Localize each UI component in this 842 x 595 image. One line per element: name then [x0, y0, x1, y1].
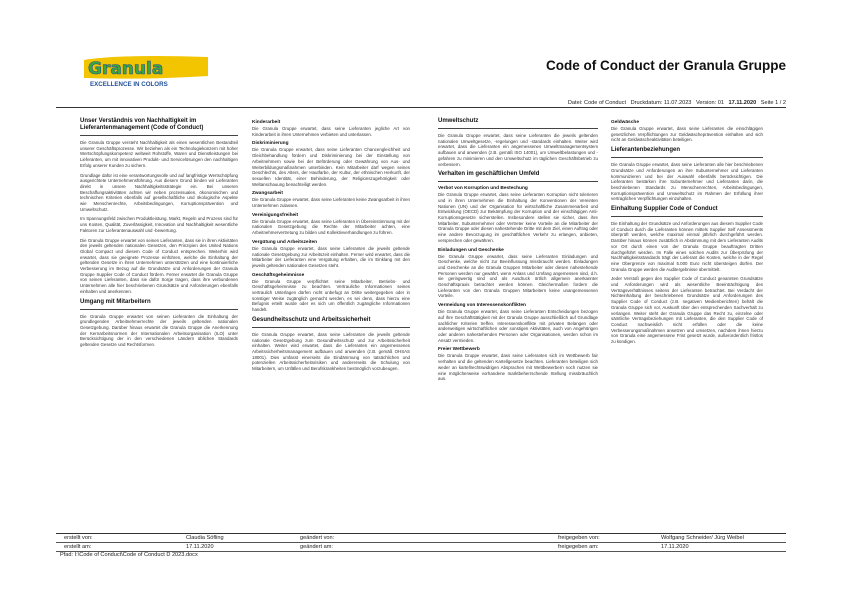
paragraph: Die Granula Gruppe erwartet, dass seine Lieferanten die jeweils geltende nationale Gesetzgebung zum Gesundheitsschutz und zur Arbeitssicherheit einhalten. Weiter wird erwartet, dass die Lieferanten ein angemessenes Arbeitssicherheitsmanagement aufbauen und anwenden (z.B. gemäß OHSAS 18001). Dies umfasst einerseits die Eindämmung von tatsächlichen und potenziellen Arbeitssicherheitsrisiken und andererseits die Schulung von Mitarbeitern, um Unfällen und Berufskrankheiten bestmöglich vorzubeugen.: [252, 331, 410, 372]
section-heading: Lieferantenbeziehungen: [611, 147, 763, 158]
table-cell: Claudia Söfling: [186, 535, 224, 541]
paragraph: Die Granula Gruppe erwartet, dass seine Lieferanten die jeweils geltende nationale Gesetzgebung zur Arbeitszeit einhalten. Ferner wird erwartet, dass die Mitarbeiter der Lieferanten eine Vergütung erhalten, die im Einklang mit den jeweils geltenden nationalen Gesetzen steht.: [252, 245, 410, 268]
paragraph: Die Granula Gruppe erwartet von seinen Lieferanten die Einhaltung der grundlegenden Arbeitnehmerrechte der jeweils geltenden nationalen Gesetzgebung. Darüber hinaus erwartet die Granula Gruppe die Anerkennung der Kernarbeitsnormen der Internationalen Arbeitsorganisation (ILO) unter Berücksichtigung der in den verschiedenen Ländern üblichen Standards geltenden Gesetze und Rechtsformen.: [80, 313, 238, 348]
subheading: Geschäftsgeheimnisse: [252, 272, 305, 278]
meta-page: Seite 1 / 2: [760, 100, 786, 106]
section-heading: Umgang mit Mitarbeitern: [80, 299, 238, 310]
paragraph: Die Granula Gruppe erwartet, dass seine Lieferanten Chancengleichheit und Gleichbehandlung fördern und Diskriminierung bei der Einstellung von Arbeitnehmern sowie bei der Beförderung oder Gewährung von Aus- und Weiterbildungsmaßnahmen unterbinden. Kein Mitarbeiter darf wegen seines Geschlechts, des Alters, der Hautfarbe, der Kultur, der ethnischen Herkunft, der sexuellen Identität, einer Behinderung, der Religionszugehörigkeit oder Weltanschauung benachteiligt werden.: [252, 147, 410, 187]
table-row: [56, 543, 786, 552]
logo-wordmark: Granula: [88, 59, 164, 79]
section-heading: Verhalten im geschäftlichen Umfeld: [438, 171, 598, 182]
paragraph: Die Granula Gruppe erwartet, dass seine Lieferanten alle hier beschriebenen Grundsätze und Anforderungen an ihre Subunternehmer und Lieferanten kommunizieren und bei der Auswahl ebenfalls berücksichtigen. Die Lieferanten bestärken ihre Subunternehmer und Lieferanten darin, die beschriebenen Standards zu Menschenrechten, Arbeitsbedingungen, Korruptionsprävention und Umweltschutz im Rahmen der Erfüllung ihrer vertraglichen Verpflichtungen einzuhalten.: [611, 162, 763, 202]
table-cell: erstellt am:: [64, 544, 92, 550]
table-cell: geändert von:: [300, 535, 335, 541]
table-cell: [418, 534, 550, 542]
table-cell: [418, 543, 550, 551]
paragraph: Die Granula Gruppe versteht Nachhaltigkeit als einen wesentlichen Bestandteil unserer Geschäftsprozesse. Wir beziehen als ein Technologiekonzern mit hoher Wertschöpfungskompetenz weltweit Rohstoffe, Waren und Dienstleistungen bei Lieferanten, um mit innovativen Produkt- und Servicelösungen den nachhaltigen Erfolg unserer Kunden zu sichern.: [80, 140, 238, 168]
paragraph: Die Granula Gruppe erwartet, dass seine Lieferanten die einschlägigen gesetzlichen Verpflichtungen zur Geldwäscheprävention einhalten und sich nicht an Geldwäscheaktivitäten beteiligen.: [611, 126, 763, 143]
paragraph: Die Granula Gruppe erwartet, dass seine Lieferanten Korruption nicht tolerieren und in ihren Unternehmen die Einhaltung der Konventionen der Vereinten Nationen (UN) und der Organisation für wirtschaftliche Zusammenarbeit und Entwicklung (OECD) zur Bekämpfung der Korruption und der einschlägigen Anti-Korruptionsgesetze sicherstellen. Insbesondere stellen sie sicher, dass ihre Mitarbeiter, Subunternehmer oder Vertreter keine Vorteile an die Mitarbeiter der Granula Gruppe oder diesen nahestehende Dritte mit dem Ziel, einen Auftrag oder eine andere Bevorzugung im geschäftlichen Verkehr zu erlangen, anbieten, versprechen oder gewähren.: [438, 192, 598, 243]
table-cell: erstellt von:: [64, 535, 93, 541]
body-columns: [80, 118, 762, 530]
subheading: Einladungen und Geschenke: [438, 247, 504, 253]
table-cell: 17.11.2020: [661, 544, 689, 550]
paragraph: Grundlage dafür ist eine verantwortungsvolle und auf langfristige Wertschöpfung ausgerichtete Unternehmensführung. Aus diesem Grund binden wir Lieferanten direkt in unsere Nachhaltigkeitsstrategie ein. Bei unseren Beschaffungsaktivitäten achten wir neben prozessualen, ökonomischen und technischen Kriterien ebenfalls auf gesellschaftliche und ökologische Aspekte wie Menschenrechte, Arbeitsbedingungen, Korruptionsprävention und Umweltschutz.: [80, 172, 238, 212]
meta-print-date: Druckdatum: 11.07.2023: [630, 100, 692, 106]
paragraph: Die Granula Gruppe erwartet, dass seine Lieferanten Einladungen und Geschenke, welche nicht zur Beeinflussung missbraucht werden. Einladungen und Geschenke an die Granula Gruppen Mitarbeiter oder diesen nahestehende Personen werden nur gewährt, wenn Anlass und Umfang angemessen sind, d.h. sie geringwertig sind und als Ausdruck örtlich allgemein anerkannter Geschäftspraxis betrachtet werden können. Gleichermaßen fordern die Lieferanten von den Granula Gruppen Mitarbeitern keine unangemessenen Vorteile.: [438, 253, 598, 299]
table-cell: Wolfgang Schneider/ Jürg Weibel: [661, 535, 744, 541]
meta-version: Version: 01: [695, 100, 724, 106]
table-row: [56, 534, 786, 543]
granula-logo: [82, 54, 210, 90]
paragraph: Die Granula Gruppe erwartet, dass seine Lieferanten die jeweils geltenden nationalen Umweltgesetze, -regelungen und -standards einhalten. Weiter wird erwartet, dass die Lieferanten ein angemessenes Umweltmanagementsystem aufbauen und anwenden (z.B. gemäß ISO 14001), um Umweltbelastungen und -gefahren zu minimieren und den Umweltschutz im täglichen Geschäftsbetrieb zu verbessern.: [438, 133, 598, 167]
paragraph: Die Granula Gruppe erwartet von seinen Lieferanten, dass sie in ihren Aktivitäten den jeweils geltenden nationalen Gesetzen, den Prinzipien des United Nations Global Compact und diesem Code of Conduct entsprechen. Weiterhin wird erwartet, dass sie geeignete Prozesse einführen, welche die Einhaltung der geltenden Gesetze in ihren Unternehmen unterstützen und eine kontinuierliche Verbesserung im Bezug auf die Grundsätze und Anforderungen der Granula Gruppe Supplier Code of Conduct fördern. Ferner erwartet die Granula Gruppe von seinen Lieferanten, dass sie dafür Sorge tragen, dass ihre verbundenen Unternehmen alle hier beschriebenen Grundsätze und Anforderungen ebenfalls einhalten und anerkennen.: [80, 237, 238, 294]
table-cell: freigegeben am:: [558, 544, 599, 550]
column-1: [80, 118, 238, 352]
document-title: Code of Conduct der Granula Gruppe: [546, 58, 787, 73]
meta-file: Datei: Code of Conduct: [567, 100, 627, 106]
document-meta: [565, 100, 786, 106]
paragraph: Die Einhaltung der Grundsätze und Anforderungen aus diesem Supplier Code of Conduct durch die Lieferanten können mittels Supplier Self Assessments überprüft werden, welche maximal einmal jährlich durchgeführt werden. Darüber hinaus können zusätzlich in Abstimmung mit dem Lieferanten Audits vor Ort durch einen von der Granula Gruppe beauftragten Dritten durchgeführt werden. Im Falle eines solchen Audits zur Überprüfung der Nachhaltigkeitsstandards trägt der Lieferant die Kosten, welche in der Regel eine Obergrenze von maximal 5.000 Euro nicht übersteigen dürfen. Der Granula Gruppe werden die Auditergebnisse übermittelt.: [611, 221, 763, 272]
table-cell: freigegeben von:: [558, 535, 600, 541]
paragraph: Die Granula Gruppe erwartet, dass seine Lieferanten keine Zwangsarbeit in ihren Unternehmen zulassen.: [252, 197, 410, 209]
paragraph: Jeder Verstoß gegen den Supplier Code of Conduct genannten Grundsätze und Anforderungen wird als wesentliche Beeinträchtigung des Vertragsverhältnisses seitens der Lieferanten betrachtet. Bei Verdacht der Nichteinhaltung der beschriebenen Grundsätze und Anforderungen des Supplier Code of Conduct (z.B. negativen Medienberichten) behält die Granula Gruppe sich vor, Auskunft über den entsprechenden Sachverhalt zu verlangen. Weiter steht der Granula Gruppe das Recht zu, einzelne oder sämtliche Vertragsbeziehungen mit Lieferanten, die den Supplier Code of Conduct nachweislich nicht erfüllen oder die keine Verbesserungsmaßnahmen ansetzen und umsetzen, nachdem ihnen hierzu von Granula eine angemessene Frist gesetzt wurde, außerordentlich fristlos zu kündigen.: [611, 276, 763, 345]
paragraph: Die Granula Gruppe erwartet, dass seine Lieferanten sich im Wettbewerb fair verhalten und die geltenden Kartellgesetze beachten. Lieferanten beteiligen sich weder an kartellrechtswidrigen Absprachen mit Wettbewerbern noch nutzen sie eine möglicherweise vorhandene marktbeherrschende Stellung missbräuchlich aus.: [438, 353, 598, 382]
section-heading: Unser Verständnis von Nachhaltigkeit im Lieferantenmanagement (Code of Conduct): [80, 118, 238, 136]
paragraph: Im Spannungsfeld zwischen Produktleistung, Markt, Regeln und Prozess sind für uns Kosten, Qualität, Zuverlässigkeit, Innovation und Nachhaltigkeit wesentliche Faktoren zur Lieferantenauswahl und -bewertung.: [80, 216, 238, 233]
logo-tagline: EXCELLENCE IN COLORS: [90, 81, 168, 88]
table-cell: geändert am:: [300, 544, 333, 550]
approval-table: [56, 533, 786, 552]
paragraph: Die Granula Gruppe erwartet, dass seine Lieferanten Entscheidungen bezogen auf ihre Geschäftstätigkeit mit der Granula Gruppe ausschließlich auf Grundlage sachlicher Kriterien treffen. Interessenskonflikte mit privaten Belangen oder anderweitigen wirtschaftlichen oder sonstigen Aktivitäten, auch von Angehörigen oder anderen nahestehenden Personen oder Organisationen, werden schon im Ansatz vermieden.: [438, 309, 598, 343]
section-heading: Umweltschutz: [438, 118, 598, 129]
table-cell: 17.11.2020: [186, 544, 214, 550]
file-path: Pfad: I:\Code of Conduct\Code of Conduct D 2023.docx: [60, 552, 198, 558]
column-2: [252, 118, 410, 376]
subheading: Vermeidung von Interessenskonflikten: [438, 303, 526, 309]
subheading: Freier Wettbewerb: [438, 347, 480, 353]
section-heading: Gesundheitsschutz und Arbeitssicherheit: [252, 317, 410, 328]
column-3: [438, 118, 598, 386]
paragraph: Die Granula Gruppe erwartet, dass seine Lieferanten in Übereinstimmung mit der nationalen Gesetzgebung die Rechte der Mitarbeiter achten, eine Arbeitnehmervertretung zu bilden und Kollektivverhandlungen zu führen.: [252, 218, 410, 236]
header-rule: [56, 107, 786, 108]
section-heading: Einhaltung Supplier Code of Conduct: [611, 206, 763, 217]
subheading: Zwangsarbeit: [252, 191, 283, 197]
subheading: Diskriminierung: [252, 141, 289, 147]
paragraph: Die Granula Gruppe verpflichtet seine Mitarbeiter, Betriebs- und Geschäftsgeheimnisse zu beachten. Vertrauliche Informationen seines vertraulich Unterlagen dürfen nicht unbefugt an Dritte weitergegeben oder in sonstiger Weise zugänglich gemacht werden, es sei denn, dass hierzu eine Befugnis erteilt wurde oder es sich um öffentlich zugängliche Informationen handelt.: [252, 278, 410, 313]
subheading: Verbot von Korruption und Bestechung: [438, 186, 528, 192]
column-4: [611, 118, 763, 349]
paragraph: Die Granula Gruppe erwartet, dass seine Lieferanten jegliche Art von Kinderarbeit in ihren Unternehmen verbieten und unterlassen.: [252, 126, 410, 137]
subheading: Kinderarbeit: [252, 120, 281, 125]
subheading: Geldwäsche: [611, 120, 639, 125]
meta-date: 17.11.2020: [728, 100, 757, 106]
subheading: Vergütung und Arbeitszeiten: [252, 239, 318, 245]
subheading: Vereinigungsfreiheit: [252, 212, 299, 218]
